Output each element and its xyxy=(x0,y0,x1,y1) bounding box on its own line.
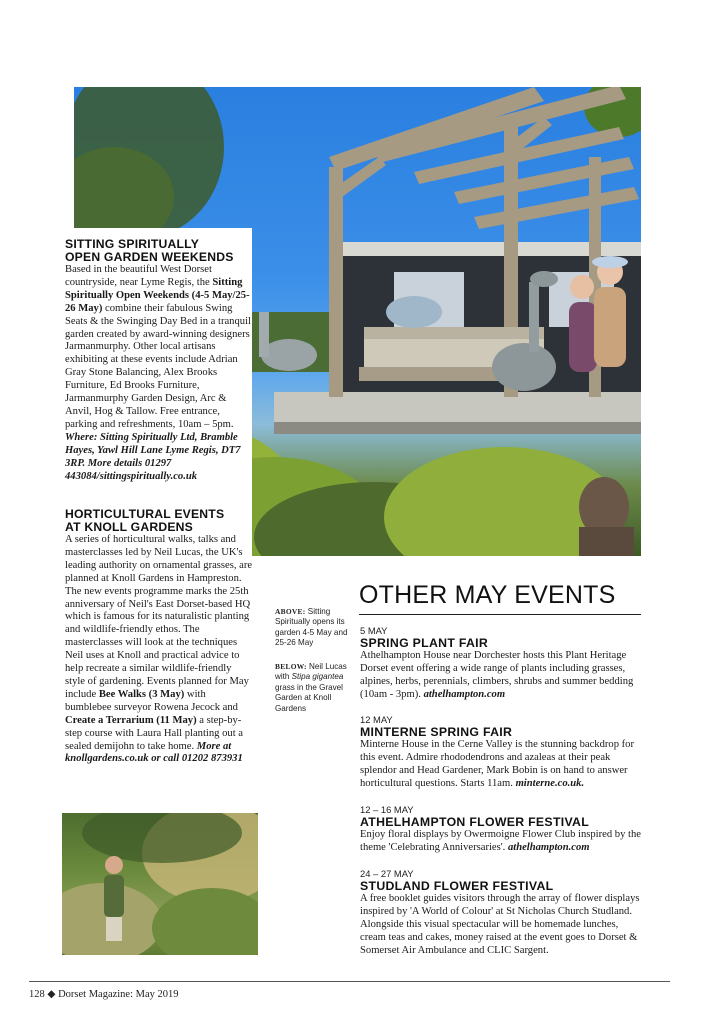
event-body-text: Athelhampton House near Dorchester hosts this Plant Heritage Dorset event offering a wide range of plants including grasses, alpines, herbs, perennials, climbers, shrubs and summer bedding (10am - 3pm). xyxy=(360,650,634,700)
small-photo-illustration xyxy=(62,813,258,955)
caption-label: BELOW: xyxy=(275,662,307,671)
event-date: 12 MAY xyxy=(360,714,393,725)
heading-line: HORTICULTURAL EVENTS xyxy=(65,507,225,521)
event-spring-plant-fair xyxy=(360,625,644,702)
body-text: combine their fabulous Swing Seats & the Swinging Day Bed in a tranquil garden created by award-winning designers Jarmanmurphy. Other local artisans exhibiting at these events include Adrian Gray Stone Balancing, Alex Brooks Furniture, Ed Brooks Furniture, Jarmanmurphy Garden Design, Arc & Anvil, Hog & Tallow. Free entrance, parking and refreshments, 10am – 5pm. xyxy=(65,302,251,430)
event-studland-flower-festival xyxy=(360,868,644,958)
event-website: minterne.co.uk. xyxy=(515,777,585,789)
event-website: athelhampton.com xyxy=(423,688,506,700)
event-name: STUDLAND FLOWER FESTIVAL xyxy=(360,879,554,893)
event-body-text: Enjoy floral displays by Owermoigne Flower Club inspired by the theme 'Celebrating Anniversaries'. xyxy=(360,829,641,853)
event-athelhampton-flower-festival xyxy=(360,804,644,855)
event-date: 12 – 16 MAY xyxy=(360,804,414,815)
body-bold-terrarium: Create a Terrarium (11 May) xyxy=(65,714,197,726)
photo-neil-lucas-grasses xyxy=(62,813,258,955)
section-title-other-may-events: OTHER MAY EVENTS xyxy=(359,581,616,609)
body-text: A series of horticultural walks, talks and masterclasses led by Neil Lucas, the UK's leading authority on ornamental grasses, are planned at Knoll Gardens in Hampreston. The new events programme marks the 25th anniversary of Neil's East Dorset-based HQ which is famous for its naturalistic planting and wildlife-friendly ethos. The masterclasses will look at the techniques Neil uses at Knoll and practical advice to help recreate a similar wildlife-friendly style of gardening. Events planned for May include xyxy=(65,534,253,700)
body-text: a step-by-step course with Laura Hall planting out a sealed demijohn to take home. xyxy=(65,714,243,752)
event-description xyxy=(360,829,644,855)
article-knoll-gardens xyxy=(65,508,253,766)
event-date: 5 MAY xyxy=(360,625,388,636)
body-contact-details: More at knollgardens.co.uk or call 01202 873931 xyxy=(65,740,243,765)
event-name: SPRING PLANT FAIR xyxy=(360,636,489,650)
heading-line: OPEN GARDEN WEEKENDS xyxy=(65,250,234,264)
caption-below xyxy=(275,662,353,714)
heading-sitting-spiritually xyxy=(65,238,253,264)
body-text: with bumblebee surveyor Rowena Jecock and xyxy=(65,688,238,713)
event-minterne-spring-fair xyxy=(360,714,644,791)
caption-text: Neil Lucas with xyxy=(275,662,347,682)
event-body-text: A free booklet guides visitors through the array of flower displays inspired by 'A World of Colour' at St Nicholas Church Studland. Alongside this visual spectacular will be homemade lunches, cream teas and cakes, money raised at the event goes to Dorset & Somerset Air Ambulance and CLIC Sargent. xyxy=(360,893,640,956)
event-name: ATHELHAMPTON FLOWER FESTIVAL xyxy=(360,815,590,829)
footer-divider xyxy=(29,981,670,982)
event-description xyxy=(360,739,644,791)
title-divider xyxy=(359,614,641,615)
caption-text: Sitting Spiritually opens its garden 4-5 May and 25-26 May xyxy=(275,607,348,648)
event-description xyxy=(360,893,644,958)
article-body xyxy=(65,264,253,483)
body-text: Based in the beautiful West Dorset countryside, near Lyme Regis, the xyxy=(65,264,213,288)
heading-line: AT KNOLL GARDENS xyxy=(65,520,194,534)
event-name: MINTERNE SPRING FAIR xyxy=(360,725,513,739)
heading-knoll-gardens xyxy=(65,508,253,534)
article-body xyxy=(65,534,253,766)
event-description xyxy=(360,650,644,702)
heading-line: SITTING SPIRITUALLY xyxy=(65,237,200,251)
page-footer: 128 ◆ Dorset Magazine: May 2019 xyxy=(29,989,179,1000)
body-bold-event-dates: Sitting Spiritually Open Weekends (4-5 May/25-26 May) xyxy=(65,276,250,314)
caption-above xyxy=(275,607,353,649)
article-sitting-spiritually xyxy=(65,238,253,483)
caption-text: grass in the Gravel Garden at Knoll Gardens xyxy=(275,682,343,713)
body-contact-details: Where: Sitting Spiritually Ltd, Bramble Hayes, Yawl Hill Lane Lyme Regis, DT7 3RP. More details 01297 443084/sittingspiritually.co.uk xyxy=(65,431,241,482)
caption-label: ABOVE: xyxy=(275,607,306,616)
event-date: 24 – 27 MAY xyxy=(360,868,414,879)
event-website: athelhampton.com xyxy=(507,841,590,853)
event-body-text: Minterne House in the Cerne Valley is the stunning backdrop for this event. Admire rhododendrons and azaleas at their peak splendor and Head Gardener, Mark Bobin is on hand to answer horticultural questions. Starts 11am. xyxy=(360,739,635,789)
caption-species-name: Stipa gigantea xyxy=(291,672,344,682)
body-bold-bee-walks: Bee Walks (3 May) xyxy=(98,688,185,700)
